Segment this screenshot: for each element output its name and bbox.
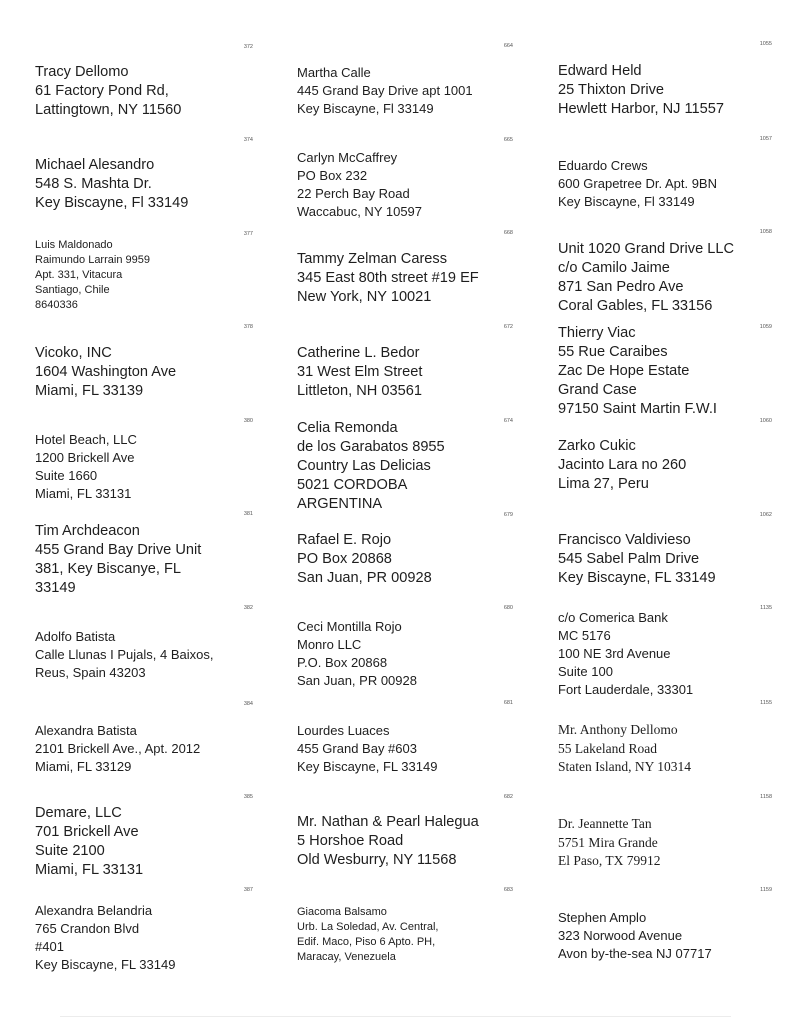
address-line: Giacoma Balsamo	[297, 906, 387, 918]
label-number: 681	[503, 700, 513, 706]
address-line: Apt. 331, Vitacura	[35, 269, 123, 281]
label-number: 384	[243, 701, 253, 707]
address-line: Key Biscayne, Fl 33149	[297, 101, 434, 116]
address-line: Tim Archdeacon	[35, 523, 140, 539]
address-label	[35, 156, 255, 213]
address-line: Key Biscayne, FL 33149	[35, 957, 176, 972]
label-number: 682	[503, 794, 513, 800]
label-number: 1158	[760, 794, 772, 800]
address-line: Key Biscayne, Fl 33149	[558, 194, 695, 209]
address-line: MC 5176	[558, 628, 611, 643]
label-number: 372	[243, 44, 253, 50]
address-line: Dr. Jeannette Tan	[558, 816, 652, 831]
address-line: #401	[35, 939, 64, 954]
label-number: 664	[503, 43, 513, 49]
address-line: Urb. La Soledad, Av. Central,	[297, 921, 439, 933]
address-label	[558, 62, 778, 119]
address-line: Zarko Cukic	[558, 438, 636, 454]
label-number: 674	[503, 418, 513, 424]
address-label	[558, 609, 778, 699]
address-line: 22 Perch Bay Road	[297, 186, 410, 201]
address-line: 548 S. Mashta Dr.	[35, 176, 152, 192]
address-label	[35, 431, 255, 503]
address-line: Lima 27, Peru	[558, 476, 649, 492]
label-number: 1060	[759, 418, 772, 424]
address-line: Lourdes Luaces	[297, 723, 390, 738]
address-line: 31 West Elm Street	[297, 364, 423, 380]
address-line: 455 Grand Bay #603	[297, 741, 417, 756]
address-line: 8640336	[35, 299, 78, 311]
address-label	[558, 815, 778, 871]
address-line: Suite 1660	[35, 468, 98, 483]
address-line: Miami, FL 33139	[35, 383, 144, 399]
address-line: 323 Norwood Avenue	[558, 928, 683, 943]
address-line: P.O. Box 20868	[297, 655, 388, 670]
address-label	[297, 149, 517, 221]
address-label	[297, 813, 517, 870]
scan-edge-divider	[60, 1016, 731, 1017]
address-line: Catherine L. Bedor	[297, 345, 420, 361]
address-line: Raimundo Larrain 9959	[35, 254, 150, 266]
address-line: Miami, FL 33131	[35, 486, 132, 501]
label-number: 1059	[759, 324, 772, 330]
address-line: 871 San Pedro Ave	[558, 279, 684, 295]
label-number: 381	[243, 511, 253, 517]
label-number: 385	[243, 794, 253, 800]
label-number: 1055	[759, 41, 772, 47]
address-line: Rafael E. Rojo	[297, 532, 392, 548]
address-line: PO Box 232	[297, 168, 368, 183]
address-line: Miami, FL 33129	[35, 759, 132, 774]
label-number: 668	[503, 230, 513, 236]
address-line: Vicoko, INC	[35, 345, 112, 361]
address-line: Avon by-the-sea NJ 07717	[558, 946, 712, 961]
address-line: Stephen Amplo	[558, 910, 647, 925]
address-line: c/o Comerica Bank	[558, 610, 668, 625]
address-label	[558, 324, 778, 419]
address-label	[297, 419, 517, 514]
address-label	[297, 618, 517, 690]
address-line: Celia Remonda	[297, 420, 398, 436]
address-line: Carlyn McCaffrey	[297, 150, 398, 165]
address-label	[35, 344, 255, 401]
address-line: Suite 2100	[35, 843, 105, 859]
label-number: 1159	[760, 887, 772, 893]
address-line: Staten Island, NY 10314	[558, 759, 691, 774]
address-line: PO Box 20868	[297, 551, 392, 567]
label-number: 374	[243, 137, 253, 143]
address-line: 1604 Washington Ave	[35, 364, 177, 380]
address-label	[35, 522, 255, 598]
address-line: Luis Maldonado	[35, 239, 113, 251]
address-line: 100 NE 3rd Avenue	[558, 646, 671, 661]
address-label	[558, 531, 778, 588]
address-line: Waccabuc, NY 10597	[297, 204, 423, 219]
address-line: San Juan, PR 00928	[297, 570, 432, 586]
address-line: 381, Key Biscanye, FL	[35, 561, 182, 577]
label-number: 377	[243, 231, 253, 237]
address-line: San Juan, PR 00928	[297, 673, 417, 688]
address-line: New York, NY 10021	[297, 289, 432, 305]
label-number: 1058	[759, 229, 772, 235]
address-label	[297, 344, 517, 401]
address-line: 345 East 80th street #19 EF	[297, 270, 479, 286]
address-line: Maracay, Venezuela	[297, 951, 396, 963]
address-line: Coral Gables, FL 33156	[558, 298, 713, 314]
address-line: Hotel Beach, LLC	[35, 432, 137, 447]
address-line: El Paso, TX 79912	[558, 853, 661, 868]
address-line: c/o Camilo Jaime	[558, 260, 670, 276]
address-line: 445 Grand Bay Drive apt 1001	[297, 83, 473, 98]
address-line: Unit 1020 Grand Drive LLC	[558, 241, 735, 257]
address-line: Hewlett Harbor, NJ 11557	[558, 101, 725, 117]
address-line: Key Biscayne, FL 33149	[297, 759, 438, 774]
address-line: Lattingtown, NY 11560	[35, 102, 182, 118]
address-line: Edward Held	[558, 63, 642, 79]
address-label	[297, 250, 517, 307]
address-line: 5 Horshoe Road	[297, 833, 404, 849]
address-line: Tracy Dellomo	[35, 64, 129, 80]
address-line: Grand Case	[558, 382, 637, 398]
address-line: 33149	[35, 580, 76, 596]
address-line: 765 Crandon Blvd	[35, 921, 140, 936]
address-line: Martha Calle	[297, 65, 371, 80]
label-number: 680	[503, 605, 513, 611]
address-line: Jacinto Lara no 260	[558, 457, 687, 473]
address-label	[558, 157, 778, 211]
address-line: 2101 Brickell Ave., Apt. 2012	[35, 741, 201, 756]
label-number: 1155	[760, 700, 772, 706]
address-line: 1200 Brickell Ave	[35, 450, 135, 465]
address-line: Reus, Spain 43203	[35, 665, 146, 680]
address-label	[297, 64, 517, 118]
address-label	[558, 721, 778, 777]
address-label	[297, 531, 517, 588]
address-line: Eduardo Crews	[558, 158, 648, 173]
label-number: 382	[243, 605, 253, 611]
address-line: 701 Brickell Ave	[35, 824, 139, 840]
address-line: Key Biscayne, Fl 33149	[35, 195, 189, 211]
address-line: 5751 Mira Grande	[558, 834, 658, 850]
address-line: Edif. Maco, Piso 6 Apto. PH,	[297, 936, 436, 948]
address-line: Littleton, NH 03561	[297, 383, 422, 399]
address-line: Key Biscayne, FL 33149	[558, 570, 716, 586]
address-label	[558, 909, 778, 963]
address-label	[297, 905, 517, 965]
address-line: de los Garabatos 8955	[297, 439, 445, 455]
address-line: Ceci Montilla Rojo	[297, 619, 402, 634]
address-label	[558, 437, 778, 494]
address-line: 545 Sabel Palm Drive	[558, 551, 700, 567]
address-line: 61 Factory Pond Rd,	[35, 83, 169, 99]
address-line: 5021 CORDOBA	[297, 477, 408, 493]
address-line: 600 Grapetree Dr. Apt. 9BN	[558, 176, 717, 191]
address-line: 97150 Saint Martin F.W.I	[558, 401, 717, 417]
label-number: 679	[503, 512, 513, 518]
address-line: 55 Rue Caraibes	[558, 344, 668, 360]
address-label	[35, 902, 255, 974]
address-label	[297, 722, 517, 776]
label-number: 387	[243, 887, 253, 893]
address-line: Fort Lauderdale, 33301	[558, 682, 694, 697]
address-label	[558, 240, 778, 316]
label-number: 665	[503, 137, 513, 143]
label-number: 672	[503, 324, 513, 330]
address-line: 455 Grand Bay Drive Unit	[35, 542, 202, 558]
address-line: Miami, FL 33131	[35, 862, 144, 878]
address-line: Mr. Anthony Dellomo	[558, 722, 678, 737]
address-label	[35, 722, 255, 776]
address-line: Demare, LLC	[35, 805, 122, 821]
label-number: 378	[243, 324, 253, 330]
address-line: Calle Llunas I Pujals, 4 Baixos,	[35, 647, 214, 662]
label-number: 683	[503, 887, 513, 893]
address-line: Mr. Nathan & Pearl Halegua	[297, 814, 479, 830]
address-line: Monro LLC	[297, 637, 362, 652]
address-line: ARGENTINA	[297, 496, 383, 512]
address-label	[35, 238, 255, 313]
address-line: 55 Lakeland Road	[558, 740, 657, 756]
address-line: Country Las Delicias	[297, 458, 431, 474]
address-label	[35, 63, 255, 120]
label-number: 1135	[760, 605, 772, 611]
label-number: 1057	[759, 136, 772, 142]
address-label	[35, 628, 255, 682]
address-line: Old Wesburry, NY 11568	[297, 852, 457, 868]
address-line: Tammy Zelman Caress	[297, 251, 448, 267]
address-line: 25 Thixton Drive	[558, 82, 664, 98]
address-label	[35, 804, 255, 880]
address-line: Michael Alesandro	[35, 157, 155, 173]
address-line: Alexandra Belandria	[35, 903, 153, 918]
label-number: 380	[243, 418, 253, 424]
address-line: Thierry Viac	[558, 325, 636, 341]
address-line: Alexandra Batista	[35, 723, 137, 738]
label-number: 1062	[759, 512, 772, 518]
address-line: Santiago, Chile	[35, 284, 110, 296]
address-line: Francisco Valdivieso	[558, 532, 691, 548]
address-line: Suite 100	[558, 664, 613, 679]
address-line: Zac De Hope Estate	[558, 363, 690, 379]
address-line: Adolfo Batista	[35, 629, 116, 644]
